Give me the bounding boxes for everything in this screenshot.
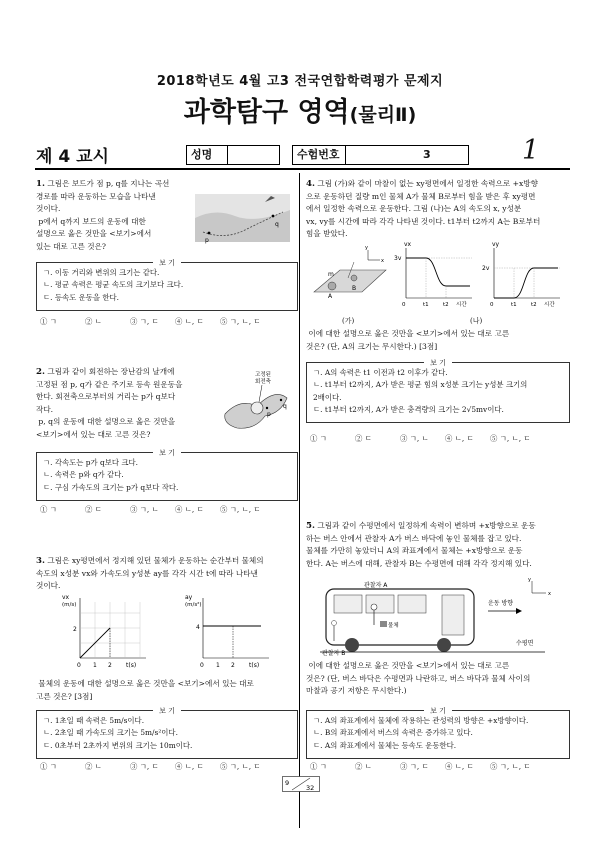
q4-obj-a: A [328, 293, 333, 300]
exam-title-main: 과학탐구 영역 [183, 97, 350, 128]
q3-g2-ytick: 4 [196, 624, 200, 631]
choice[interactable]: ② ㄴ [85, 762, 102, 771]
page-number: 1 [522, 135, 540, 166]
q2-point-q: q [283, 403, 287, 410]
q1-choices [40, 316, 295, 327]
choice[interactable]: ② ㄴ [355, 762, 372, 771]
q2-label-axis: 회전축 [255, 379, 271, 385]
exam-number-box [292, 145, 469, 165]
svg-text:0: 0 [490, 302, 494, 308]
q2-point-p: p [267, 411, 271, 418]
choice[interactable]: ① ㄱ [310, 434, 327, 443]
q3-g1-ytick: 2 [73, 626, 77, 633]
q4-choices [310, 433, 570, 444]
choice[interactable]: ③ ㄱ, ㄷ [400, 762, 429, 771]
question-5-after: 이에 대한 설명으로 옳은 것만을 <보기>에서 있는 대로 고른 것은? (단, 버스 바닥은 수평면과 나란하고, 버스 바닥과 물체 사이의 마찰과 공기 저항은 무시한다.) [306, 661, 531, 696]
choice[interactable]: ⑤ ㄱ, ㄴ, ㄷ [220, 505, 261, 514]
choice[interactable]: ① ㄱ [40, 317, 57, 326]
svg-text:t1: t1 [511, 302, 517, 308]
exam-title [0, 90, 600, 129]
svg-text:t1: t1 [423, 302, 429, 308]
choice[interactable]: ④ ㄴ, ㄷ [175, 762, 204, 771]
q1-point-q: q [275, 221, 279, 228]
choice[interactable]: ③ ㄱ, ㄴ [130, 505, 159, 514]
choice[interactable]: ④ ㄴ, ㄷ [445, 434, 474, 443]
q3-graph-ay [183, 592, 273, 672]
page-counter-total: 32 [306, 784, 315, 792]
q5-observer-b: 관찰자 B [322, 650, 346, 657]
question-4-text: 4. 그림 (가)와 같이 마찰이 없는 xy평면에서 일정한 속력으로 +x방향 으로 운동하던 질량 m인 물체 A가 물체 B로부터 힘을 받은 후 xy평면 에서 일정한 속력으로 운동한다. 그림 (나)는 A의 속도의 x, y성분 vx, vy를 시간에 따라 각각 나타낸 것이다. t1부터 t2까지 A는 B로부터 힘을 받았다. [306, 179, 541, 239]
svg-text:2: 2 [231, 662, 235, 669]
svg-text:vx: vx [404, 241, 412, 248]
question-1-text: 1. 그림은 보드가 점 p, q를 지나는 곡선 경로를 따라 운동하는 모습을 나타낸 것이다. p에서 q까지 보드의 운동에 대한 설명으로 옳은 것만을 <보기>에서 있는 대로 고른 것은? [36, 179, 170, 251]
svg-text:2: 2 [108, 662, 112, 669]
choice[interactable]: ⑤ ㄱ, ㄴ, ㄷ [220, 317, 261, 326]
exam-subtitle: 2018학년도 4월 고3 전국연합학력평가 문제지 [156, 74, 444, 89]
q5-bus-figure [320, 575, 570, 657]
choice[interactable]: ⑤ ㄱ, ㄴ, ㄷ [490, 434, 531, 443]
q1-point-p: p [205, 237, 209, 244]
q3-g1-ylabel: vx [62, 594, 70, 601]
q4-graph-vy [480, 238, 568, 310]
question-4-after: 이에 대한 설명으로 옳은 것만을 <보기>에서 있는 대로 고른 것은? (단, A의 크기는 무시한다.) [3점] [306, 329, 510, 351]
question-3-after: 물체의 운동에 대한 설명으로 옳은 것만을 <보기>에서 있는 대로 고른 것은? [3점] [36, 679, 254, 701]
page-counter [282, 776, 320, 792]
q4-mass-m: m [328, 271, 334, 278]
q4-graph-vx [392, 238, 480, 310]
exam-number-label: 수험번호 [293, 146, 346, 164]
question-number: 2. [36, 367, 45, 377]
svg-text:3v: 3v [394, 255, 402, 262]
question-number: 4. [306, 179, 315, 189]
name-label: 성명 [187, 146, 228, 164]
choice[interactable]: ⑤ ㄱ, ㄴ, ㄷ [220, 762, 261, 771]
page-counter-current: 9 [285, 779, 290, 787]
svg-text:x: x [381, 258, 384, 264]
svg-text:0: 0 [77, 662, 81, 669]
svg-text:vy: vy [492, 241, 500, 248]
svg-text:1: 1 [216, 662, 220, 669]
choice[interactable]: ③ ㄱ, ㄴ [400, 434, 429, 443]
q4-figure-ga [310, 240, 390, 310]
q5-object: 물체 [388, 623, 399, 629]
question-2-text: 2. 그림과 같이 회전하는 장난감의 날개에 고정된 점 p, q가 같은 주기로 등속 원운동을 한다. 회전축으로부터의 거리는 p가 q보다 작다. p, q의 운동에 대한 설명으로 옳은 것만을 <보기>에서 있는 대로 고른 것은? [36, 367, 183, 439]
q2-bogi-box: 보 기 ㄱ. 각속도는 p가 q보다 크다. ㄴ. 속력은 p와 q가 같다. ㄷ. 구심 가속도의 크기는 p가 q보다 작다. [36, 452, 298, 501]
period-label: 제 4 교시 [36, 147, 109, 167]
q4-obj-b: B [352, 285, 357, 292]
q5-observer-a: 관찰자 A [364, 582, 388, 589]
svg-text:t2: t2 [531, 302, 537, 308]
choice[interactable]: ① ㄱ [40, 762, 57, 771]
question-number: 5. [306, 521, 315, 531]
q4-caption-na: (나) [470, 317, 483, 325]
header-rule [35, 168, 570, 170]
q3-choices [40, 761, 295, 772]
q4-caption-ga: (가) [342, 317, 355, 325]
svg-text:0: 0 [200, 662, 204, 669]
choice[interactable]: ③ ㄱ, ㄷ [130, 762, 159, 771]
column-divider [299, 173, 300, 828]
question-number: 3. [36, 556, 45, 566]
q3-graph-vx [60, 592, 150, 672]
q3-g1-xlabel: t(s) [126, 662, 137, 669]
svg-text:t2: t2 [443, 302, 449, 308]
q2-figure [215, 368, 295, 438]
q4-bogi-box: 보 기 ㄱ. A의 속력은 t1 이전과 t2 이후가 같다. ㄴ. t1부터 t2까지, A가 받은 평균 힘의 x성분 크기는 y성분 크기의 2배이다. ㄷ. t1부터 t2까지, A가 받은 충격량의 크기는 2√5mv이다. [306, 362, 570, 423]
choice[interactable]: ⑤ ㄱ, ㄴ, ㄷ [490, 762, 531, 771]
question-number: 1. [36, 179, 45, 189]
svg-text:1: 1 [93, 662, 97, 669]
choice[interactable]: ④ ㄴ, ㄷ [445, 762, 474, 771]
svg-text:시간: 시간 [544, 302, 555, 308]
svg-text:y: y [365, 245, 368, 251]
q5-ground: 수평면 [516, 640, 534, 647]
q3-g2-xlabel: t(s) [249, 662, 260, 669]
svg-text:시간: 시간 [456, 302, 467, 308]
q5-motion-direction: 운동 방향 [488, 600, 514, 607]
choice[interactable]: ④ ㄴ, ㄷ [175, 505, 204, 514]
question-3-text: 3. 그림은 xy평면에서 정지해 있던 물체가 운동하는 순간부터 물체의 속도의 x성분 vx와 가속도의 y성분 ay를 각각 시간 t에 따라 나타낸 것이다. [36, 556, 264, 591]
q5-bogi-box: 보 기 ㄱ. A의 좌표계에서 물체에 작용하는 관성력의 방향은 +x방향이다. ㄴ. B의 좌표계에서 버스의 속력은 증가하고 있다. ㄷ. A의 좌표계에서 물체는 등속도 운동한다. [306, 710, 570, 759]
choice[interactable]: ② ㄴ [85, 317, 102, 326]
q5-choices [310, 761, 570, 772]
q1-bogi-box: 보 기 ㄱ. 이동 거리와 변위의 크기는 같다. ㄴ. 평균 속력은 평균 속도의 크기보다 크다. ㄷ. 등속도 운동을 한다. [36, 262, 298, 311]
q3-g1-yunit: (m/s) [62, 602, 77, 608]
q2-label-fixed: 고정된 [255, 372, 271, 378]
q3-g2-ylabel: ay [185, 594, 193, 601]
q2-choices [40, 504, 295, 515]
choice[interactable]: ② ㄷ [355, 434, 372, 443]
q3-g2-yunit: (m/s²) [185, 602, 202, 608]
exam-number-value: 3 [423, 148, 431, 161]
choice[interactable]: ③ ㄱ, ㄷ [130, 317, 159, 326]
choice[interactable]: ② ㄷ [85, 505, 102, 514]
svg-text:y: y [528, 577, 531, 583]
q3-bogi-box: 보 기 ㄱ. 1초일 때 속력은 5m/s이다. ㄴ. 2초일 때 가속도의 크기는 5m/s²이다. ㄷ. 0초부터 2초까지 변위의 크기는 10m이다. [36, 710, 298, 759]
svg-text:x: x [548, 591, 551, 597]
exam-title-sub: (물리Ⅱ) [349, 104, 417, 126]
name-box [186, 145, 280, 165]
choice[interactable]: ① ㄱ [40, 505, 57, 514]
q1-figure [195, 188, 290, 248]
question-5-text: 5. 그림과 같이 수평면에서 일정하게 속력이 변하며 +x방향으로 운동 하는 버스 안에서 관찰자 A가 버스 바닥에 놓인 물체를 잡고 있다. 물체를 가만히 놓았더니 A의 좌표계에서 물체는 +x방향으로 운동 한다. A는 버스에 대해, 관찰자 B는 수평면에 대해 각각 정지해 있다. [306, 521, 536, 568]
choice[interactable]: ① ㄱ [310, 762, 327, 771]
svg-text:2v: 2v [482, 265, 490, 272]
svg-text:0: 0 [402, 302, 406, 308]
choice[interactable]: ④ ㄴ, ㄷ [175, 317, 204, 326]
